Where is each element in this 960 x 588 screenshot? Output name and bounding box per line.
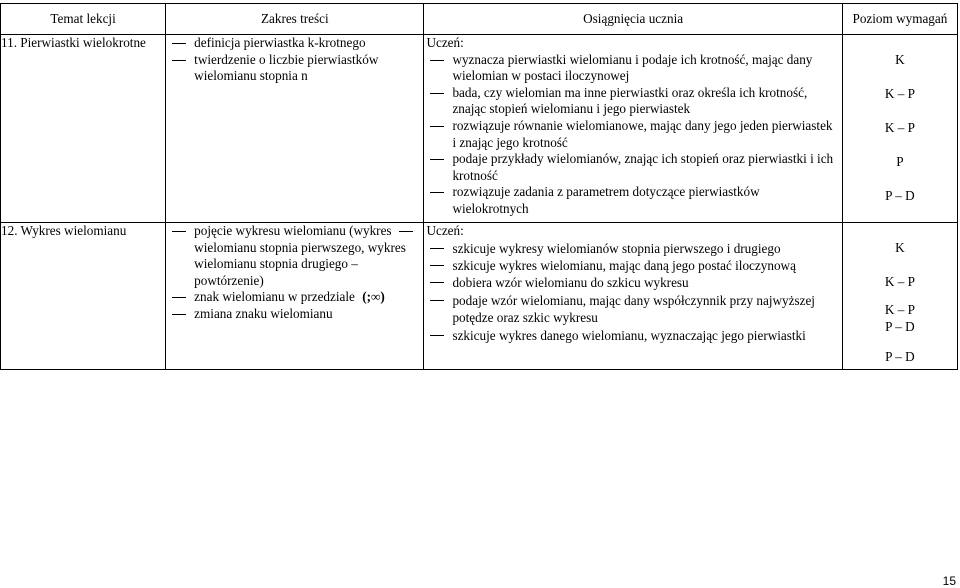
lesson-title: 11. Pierwiastki wielokrotne xyxy=(1,35,146,50)
achievement-item: podaje wzór wielomianu, mając dany współczynnik przy najwyższej potędze oraz szkic wykresu xyxy=(424,292,837,327)
level-value: P – D xyxy=(885,319,915,334)
header-content: Zakres treści xyxy=(166,4,424,35)
student-label: Uczeń: xyxy=(426,35,464,50)
achievement-item: szkicuje wykres danego wielomianu, wyznaczając jego pierwiastki xyxy=(424,327,837,344)
page-number: 15 xyxy=(942,574,956,588)
achievement-item: wyznacza pierwiastki wielomianu i podaje ich krotność, mając dany wielomian w postaci iloczynowej xyxy=(424,52,837,85)
header-level: Poziom wymagań xyxy=(842,4,957,35)
content-item xyxy=(166,289,419,306)
achievement-item: podaje przykłady wielomianów, znając ich stopień oraz pierwiastki i ich krotność xyxy=(424,151,837,184)
level-value: K – P xyxy=(884,120,915,135)
lesson-cell xyxy=(1,223,166,370)
table-row xyxy=(1,223,958,370)
achievement-item: rozwiązuje zadania z parametrem dotyczące pierwiastków wielokrotnych xyxy=(424,184,837,217)
achievements-cell xyxy=(424,223,842,370)
content-cell xyxy=(166,35,424,223)
level-value: P xyxy=(896,154,904,169)
achievements-cell xyxy=(424,35,842,223)
level-value: K xyxy=(895,240,905,255)
level-value: K – P xyxy=(884,86,915,101)
level-value: P – D xyxy=(885,188,915,203)
achievement-item: szkicuje wykresy wielomianów stopnia pierwszego i drugiego xyxy=(424,240,837,257)
level-value: K – P xyxy=(884,274,915,289)
table-row xyxy=(1,35,958,223)
header-row xyxy=(1,4,958,35)
lesson-title: 12. Wykres wielomianu xyxy=(1,223,127,238)
interval-symbol: (;∞) xyxy=(362,289,385,305)
achievement-item: dobiera wzór wielomianu do szkicu wykresu xyxy=(424,274,837,291)
content-item: zmiana znaku wielomianu xyxy=(166,306,419,323)
achievement-item: bada, czy wielomian ma inne pierwiastki oraz określa ich krotność, znając stopień wielomianu i jego pierwiastek xyxy=(424,85,837,118)
content-item-text: znak wielomianu w przedziale xyxy=(194,289,355,305)
achievement-item: rozwiązuje równanie wielomianowe, mając dany jego jeden pierwiastek i znając jego krotność xyxy=(424,118,837,151)
content-item: twierdzenie o liczbie pierwiastków wielomianu stopnia n xyxy=(166,52,419,85)
curriculum-table xyxy=(0,3,958,370)
content-item: pojęcie wykresu wielomianu (wykres wielomianu stopnia pierwszego, wykres wielomianu stopnia drugiego – powtórzenie) xyxy=(166,223,419,289)
level-value: P – D xyxy=(885,349,915,364)
lesson-cell xyxy=(1,35,166,223)
achievement-item: szkicuje wykres wielomianu, mając daną jego postać iloczynową xyxy=(424,257,837,274)
content-item: definicja pierwiastka k-krotnego xyxy=(166,35,419,52)
level-cell xyxy=(842,35,957,223)
header-lesson: Temat lekcji xyxy=(1,4,166,35)
student-label: Uczeń: xyxy=(426,223,464,238)
level-value: K – P xyxy=(884,302,915,317)
level-cell xyxy=(842,223,957,370)
level-value: K xyxy=(895,52,905,67)
header-achievements: Osiągnięcia ucznia xyxy=(424,4,842,35)
content-cell xyxy=(166,223,424,370)
